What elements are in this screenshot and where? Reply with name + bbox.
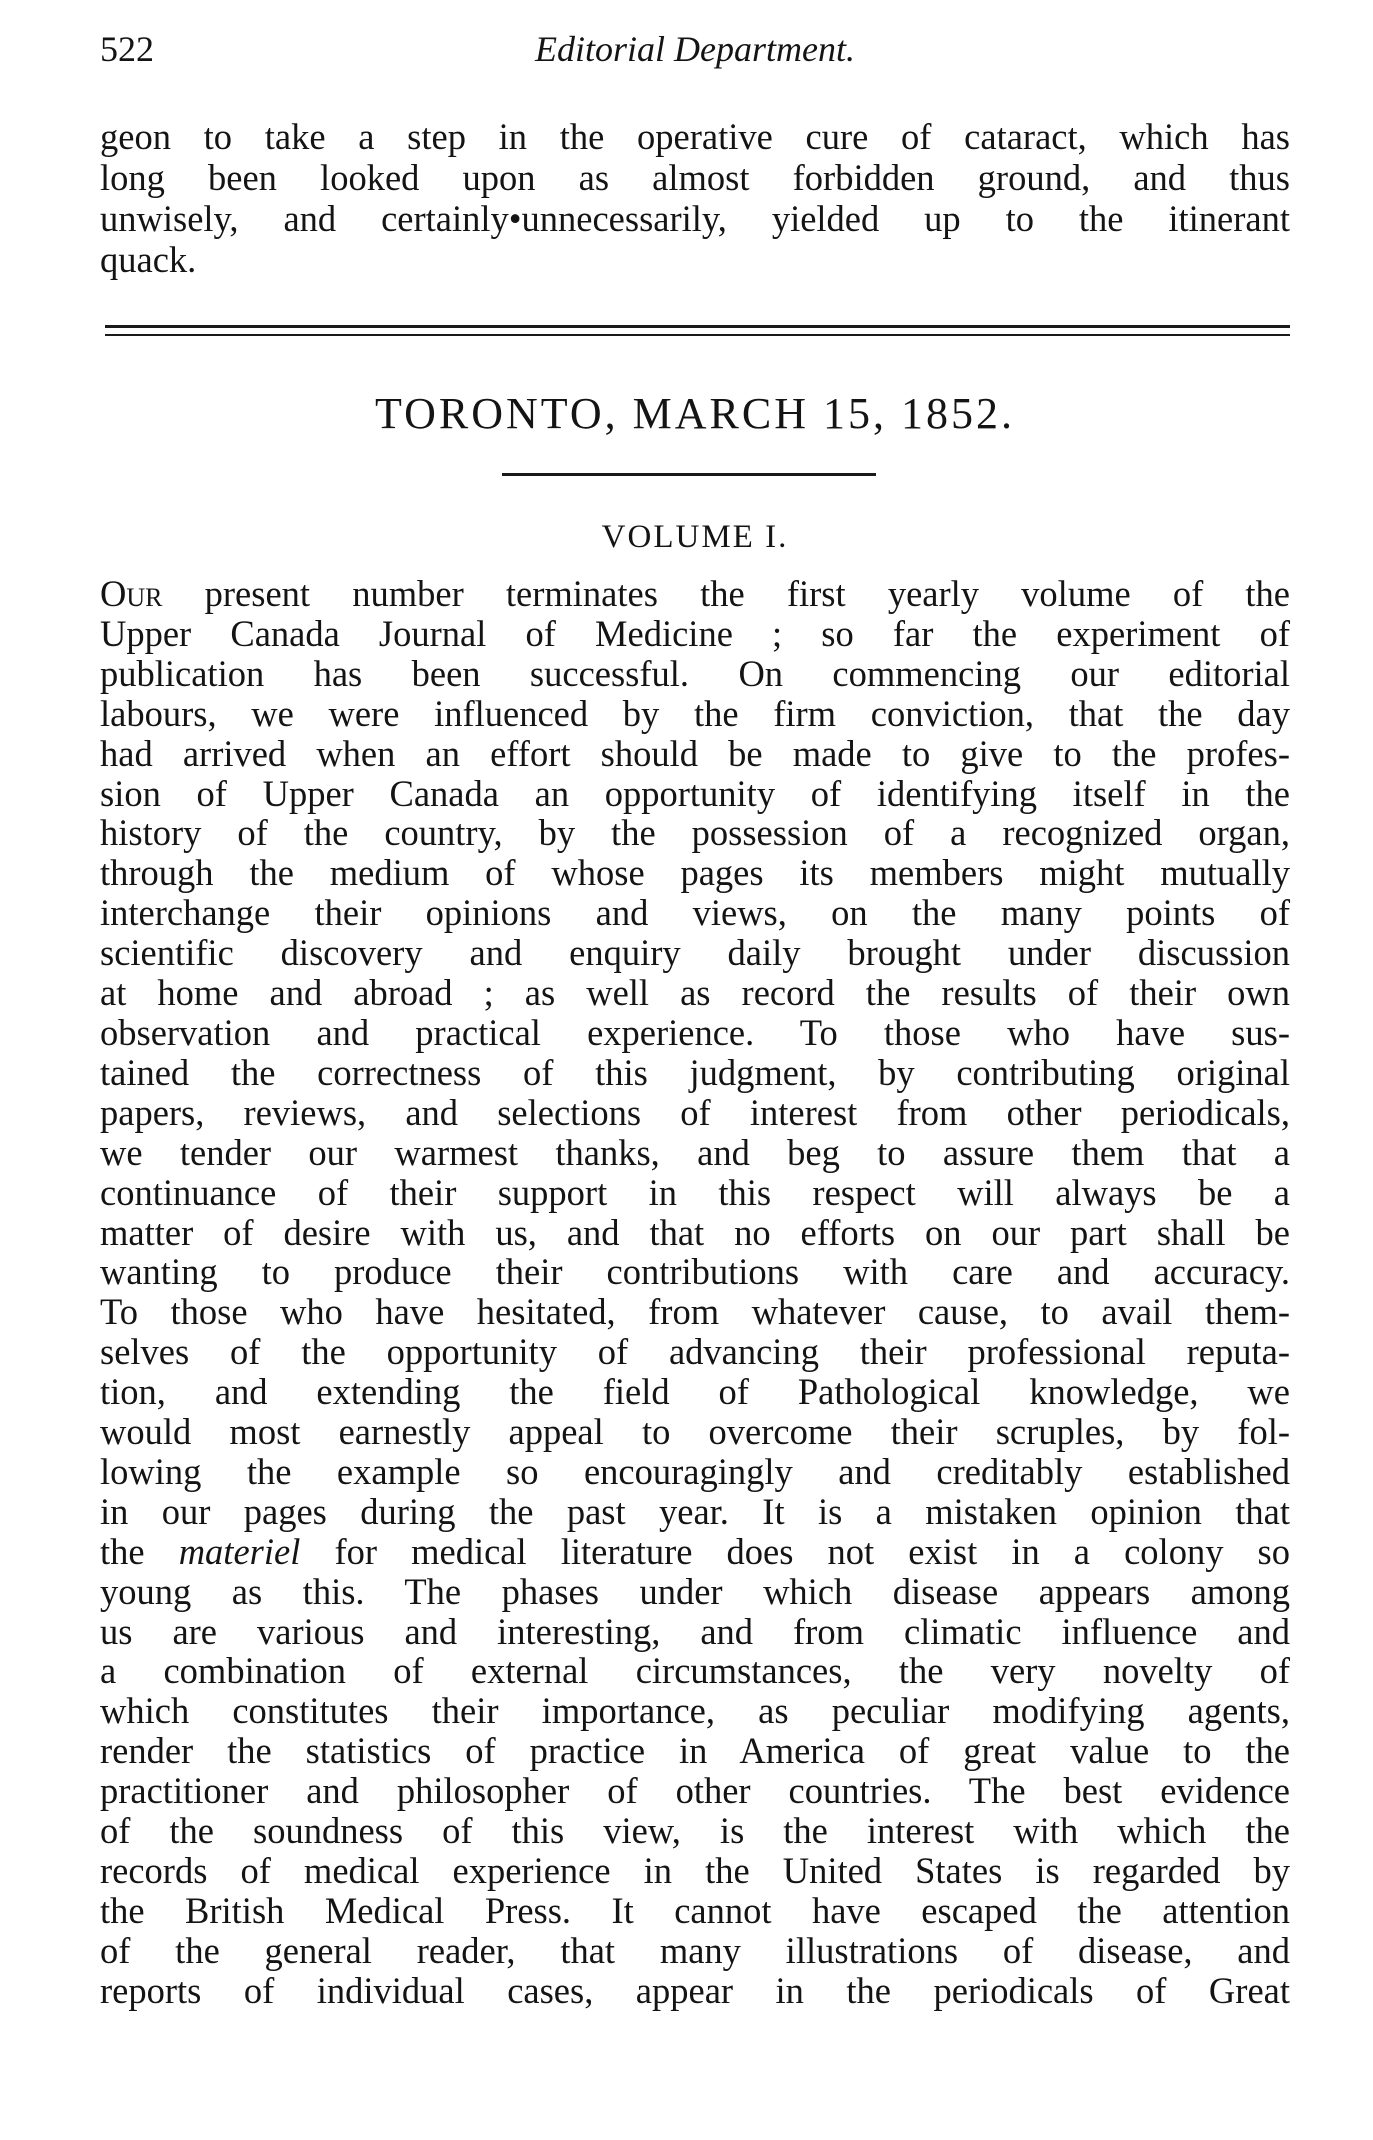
page-number: 522	[100, 29, 154, 69]
text-fragment: present number terminates the first yearly volume of the	[162, 573, 1290, 614]
text-line: long been looked upon as almost forbidden ground, and thus	[100, 157, 1290, 198]
text-fragment: for medical literature does not exist in a colony so	[300, 1530, 1291, 1572]
text-line: unwisely, and certainly•unnecessarily, yielded up to the itinerant	[100, 198, 1290, 239]
text-line: selves of the opportunity of advancing their professional reputa-	[100, 1331, 1290, 1373]
text-line: observation and practical experience. To those who have sus-	[100, 1011, 1290, 1053]
text-line: at home and abroad ; as well as record the results of their own	[100, 972, 1290, 1014]
heading-rule	[502, 473, 876, 476]
text-line: wanting to produce their contributions with care and accuracy.	[100, 1251, 1290, 1293]
text-line: practitioner and philosopher of other countries. The best evidence	[100, 1770, 1290, 1812]
text-line: through the medium of whose pages its members might mutually	[100, 852, 1290, 894]
text-line: labours, we were influenced by the firm conviction, that the day	[100, 692, 1290, 734]
article-title: VOLUME I.	[601, 519, 789, 555]
carryover-paragraph	[100, 116, 1290, 280]
article-body	[100, 574, 1290, 2011]
italic-term: materiel	[178, 1530, 301, 1572]
text-line: papers, reviews, and selections of interest from other periodicals,	[100, 1091, 1290, 1133]
text-line: sion of Upper Canada an opportunity of identifying itself in the	[100, 772, 1290, 814]
text-line	[100, 574, 1290, 614]
text-line: tion, and extending the field of Pathological knowledge, we	[100, 1371, 1290, 1413]
text-fragment: the	[100, 1530, 179, 1572]
text-line: us are various and interesting, and from climatic influence and	[100, 1610, 1290, 1652]
text-line: had arrived when an effort should be made to give to the profes-	[100, 732, 1290, 774]
text-line	[100, 1532, 1290, 1572]
page-header	[100, 28, 1290, 78]
lead-word: Our	[100, 573, 163, 614]
text-line: reports of individual cases, appear in the periodicals of Great	[100, 1969, 1290, 2011]
section-divider-rule	[105, 325, 1290, 336]
text-line: of the general reader, that many illustrations of disease, and	[100, 1929, 1290, 1971]
text-line: would most earnestly appeal to overcome their scruples, by fol-	[100, 1411, 1290, 1453]
text-line: tained the correctness of this judgment, by contributing original	[100, 1051, 1290, 1093]
text-line: quack.	[100, 239, 197, 280]
text-line: lowing the example so encouragingly and creditably established	[100, 1450, 1290, 1492]
text-line: interchange their opinions and views, on the many points of	[100, 892, 1290, 934]
text-line: which constitutes their importance, as peculiar modifying agents,	[100, 1690, 1290, 1732]
text-line: matter of desire with us, and that no efforts on our part shall be	[100, 1211, 1290, 1253]
text-line: geon to take a step in the operative cure of cataract, which has	[100, 116, 1290, 157]
text-line: in our pages during the past year. It is a mistaken opinion that	[100, 1490, 1290, 1532]
dateline-heading: TORONTO, MARCH 15, 1852.	[375, 389, 1015, 438]
text-line: young as this. The phases under which disease appears among	[100, 1570, 1290, 1612]
text-line: the British Medical Press. It cannot have escaped the attention	[100, 1889, 1290, 1931]
text-line: publication has been successful. On commencing our editorial	[100, 652, 1290, 694]
text-line: records of medical experience in the United States is regarded by	[100, 1850, 1290, 1891]
text-line: scientific discovery and enquiry daily brought under discussion	[100, 932, 1290, 974]
text-line: Upper Canada Journal of Medicine ; so far the experiment of	[100, 612, 1290, 654]
text-line: a combination of external circumstances, the very novelty of	[100, 1650, 1290, 1692]
text-line: render the statistics of practice in America of great value to the	[100, 1730, 1290, 1772]
running-head: Editorial Department.	[535, 29, 855, 69]
text-line: continuance of their support in this respect will always be a	[100, 1171, 1290, 1213]
text-line: history of the country, by the possession of a recognized organ,	[100, 812, 1290, 854]
text-line: we tender our warmest thanks, and beg to assure them that a	[100, 1131, 1290, 1173]
text-line: To those who have hesitated, from whatever cause, to avail them-	[100, 1291, 1290, 1333]
text-line: of the soundness of this view, is the interest with which the	[100, 1810, 1290, 1852]
